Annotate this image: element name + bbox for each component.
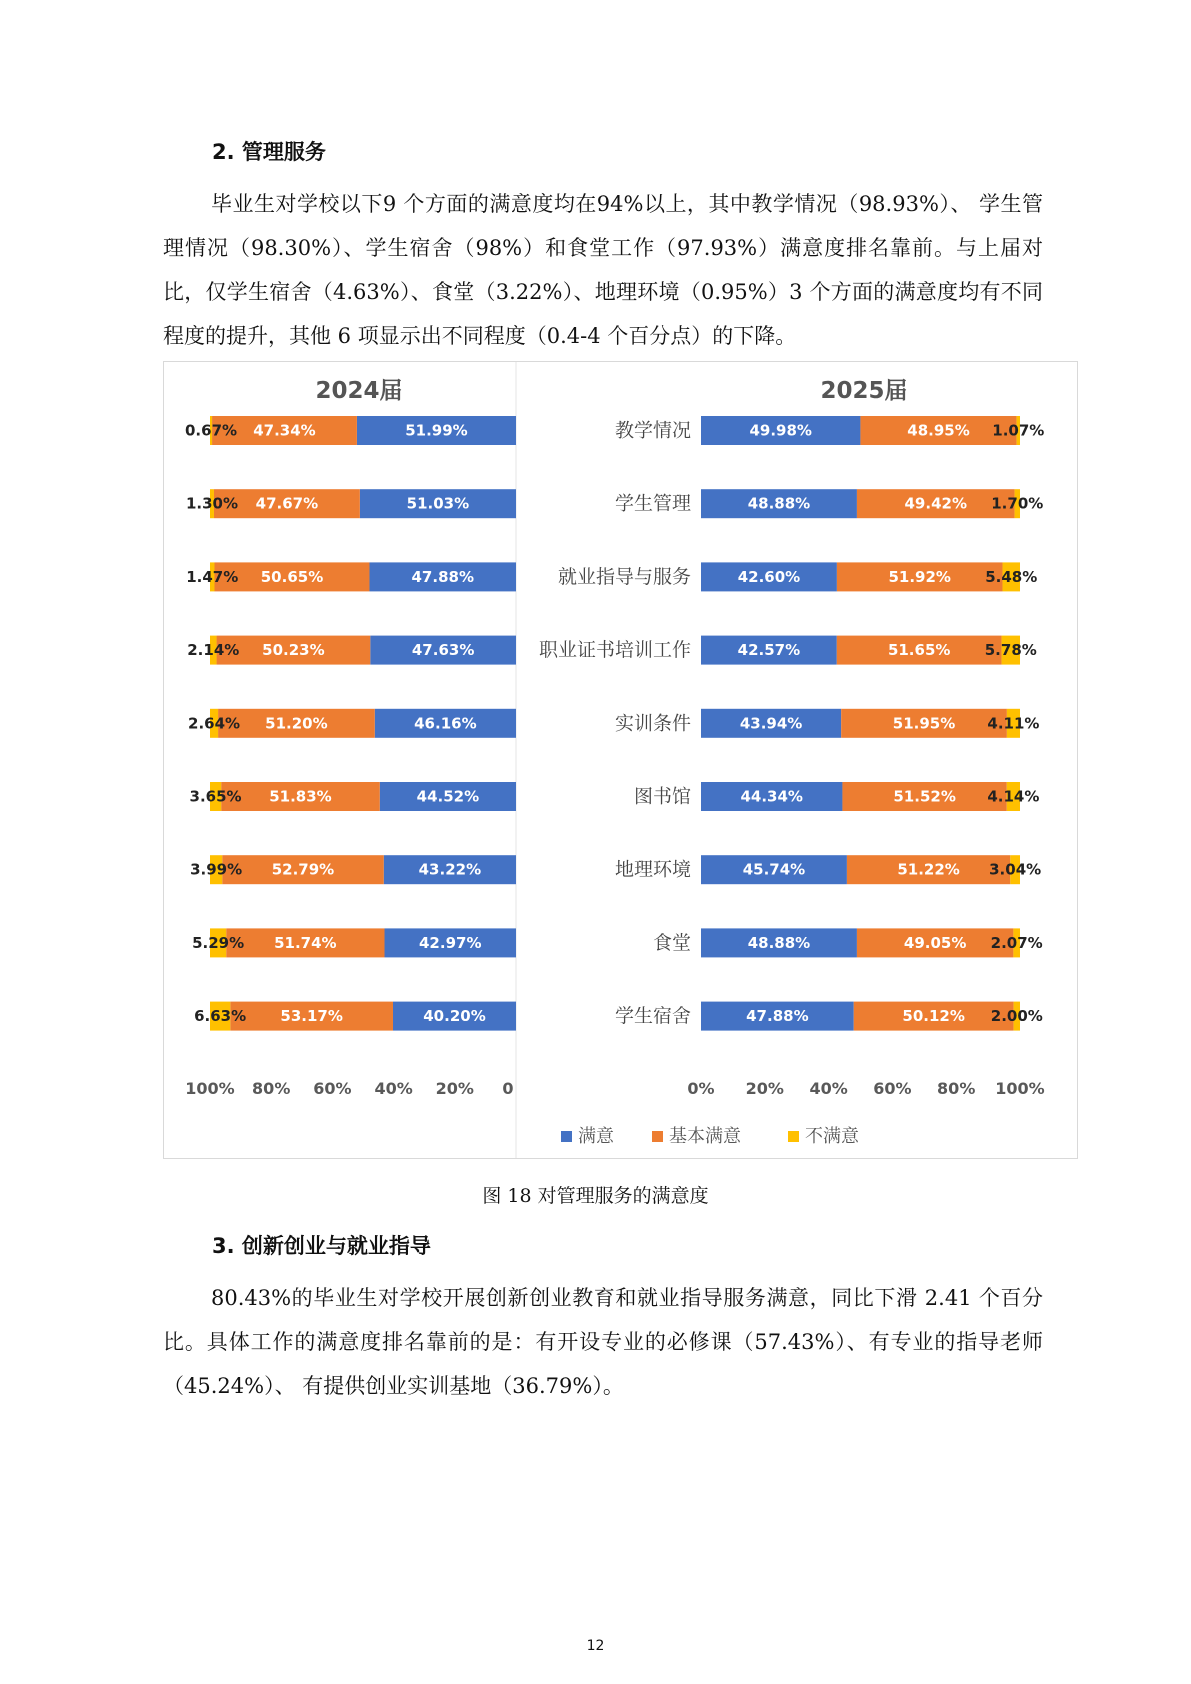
bar-label-right-1-4: 51.95%	[892, 714, 956, 733]
bar-label-right-2-8: 2.00%	[990, 1007, 1043, 1026]
bar-label-right-0-6: 45.74%	[742, 860, 806, 879]
legend-swatch-2	[788, 1131, 799, 1142]
bar-label-right-1-0: 48.95%	[907, 421, 970, 440]
category-label-5: 图书馆	[633, 785, 691, 808]
bar-label-right-2-0: 1.07%	[992, 421, 1045, 440]
bar-label-left-2-7: 5.29%	[192, 933, 245, 952]
tick-2025-2: 40%	[809, 1079, 848, 1098]
bar-label-left-1-2: 50.65%	[260, 567, 324, 586]
bar-label-left-1-0: 47.34%	[253, 421, 316, 440]
bar-label-right-0-7: 48.88%	[747, 933, 811, 952]
tick-2025-5: 100%	[995, 1079, 1045, 1098]
tick-2024-0: 100%	[185, 1079, 235, 1098]
tick-2025-4: 80%	[937, 1079, 976, 1098]
bar-label-left-0-7: 42.97%	[419, 933, 482, 952]
bar-label-right-1-8: 50.12%	[902, 1007, 965, 1026]
bar-label-left-1-4: 51.20%	[265, 714, 328, 733]
chart-legend	[561, 1126, 859, 1147]
bar-label-right-0-2: 42.60%	[737, 567, 801, 586]
tick-2024-1: 80%	[252, 1079, 291, 1098]
bar-label-left-0-0: 51.99%	[405, 421, 468, 440]
bar-label-right-1-5: 51.52%	[893, 787, 956, 806]
category-label-3: 职业证书培训工作	[538, 639, 691, 662]
bar-label-right-0-5: 44.34%	[740, 787, 803, 806]
bar-label-left-2-5: 3.65%	[189, 787, 242, 806]
category-label-2: 就业指导与服务	[557, 565, 691, 588]
bar-label-right-2-5: 4.14%	[987, 787, 1040, 806]
bar-label-left-2-0: 0.67%	[185, 421, 238, 440]
tick-2025-1: 20%	[745, 1079, 784, 1098]
bar-label-left-0-5: 44.52%	[416, 787, 480, 806]
tick-2025-0: 0%	[687, 1079, 715, 1098]
bar-label-left-0-6: 43.22%	[418, 860, 482, 879]
bar-label-right-1-6: 51.22%	[897, 860, 960, 879]
section3-paragraph: 80.43%的毕业生对学校开展创新创业教育和就业指导服务满意，同比下滑 2.41 个百分比。具体工作的满意度排名靠前的是：有开设专业的必修课（57.43%）、有专业的指导老师（45.24%）、 有提供创业实训基地（36.79%）。	[163, 1286, 1043, 1398]
bar-label-right-2-2: 5.48%	[985, 567, 1038, 586]
bar-label-right-1-7: 49.05%	[903, 933, 967, 952]
bar-label-right-1-3: 51.65%	[887, 641, 951, 660]
bar-label-left-2-2: 1.47%	[186, 567, 239, 586]
bar-label-left-1-5: 51.83%	[269, 787, 332, 806]
bar-label-right-1-1: 49.42%	[904, 494, 967, 513]
tick-2024-4: 20%	[435, 1079, 474, 1098]
x-axis-ticks	[185, 1079, 1044, 1098]
bar-label-right-1-2: 51.92%	[888, 567, 951, 586]
bar-label-left-1-7: 51.74%	[274, 933, 337, 952]
bar-label-left-1-1: 47.67%	[255, 494, 319, 513]
satisfaction-chart	[163, 361, 1078, 1159]
bar-label-left-1-8: 53.17%	[280, 1007, 343, 1026]
bar-label-left-2-8: 6.63%	[194, 1007, 247, 1026]
bar-label-left-0-4: 46.16%	[414, 714, 477, 733]
category-label-1: 学生管理	[614, 492, 691, 515]
legend-label-1: 基本满意	[669, 1126, 741, 1147]
bar-label-left-2-6: 3.99%	[190, 860, 243, 879]
bar-label-left-0-1: 51.03%	[406, 494, 470, 513]
category-labels	[539, 420, 691, 1028]
legend-swatch-1	[652, 1131, 663, 1142]
tick-2025-3: 60%	[873, 1079, 912, 1098]
chart-title-2024: 2024届	[315, 378, 403, 404]
legend-label-2: 不满意	[805, 1126, 859, 1147]
bar-label-right-0-4: 43.94%	[739, 714, 803, 733]
legend-label-0: 满意	[578, 1126, 614, 1147]
tick-2024-3: 40%	[374, 1079, 413, 1098]
bar-label-right-2-7: 2.07%	[990, 933, 1043, 952]
category-label-8: 学生宿舍	[614, 1005, 691, 1028]
bar-label-left-1-3: 50.23%	[262, 641, 325, 660]
bars-2024	[185, 416, 516, 1031]
tick-2024-5: 0	[502, 1079, 514, 1098]
page-number: 12	[586, 1638, 605, 1654]
category-label-4: 实训条件	[614, 712, 691, 735]
tick-2024-2: 60%	[313, 1079, 352, 1098]
category-label-7: 食堂	[652, 931, 691, 954]
bar-label-left-0-8: 40.20%	[423, 1007, 486, 1026]
bar-label-left-2-3: 2.14%	[187, 641, 240, 660]
bars-2025	[701, 416, 1044, 1031]
bar-label-right-2-6: 3.04%	[989, 860, 1042, 879]
bar-label-right-0-3: 42.57%	[737, 641, 801, 660]
bar-label-right-2-1: 1.70%	[991, 494, 1044, 513]
category-label-6: 地理环境	[614, 858, 691, 881]
bar-label-right-2-4: 4.11%	[987, 714, 1040, 733]
bar-label-right-2-3: 5.78%	[984, 641, 1037, 660]
section2-paragraph: 毕业生对学校以下9 个方面的满意度均在94%以上，其中教学情况（98.93%）、 学生管理情况（98.30%）、学生宿舍（98%）和食堂工作（97.93%）满意度排名靠前。与上届对比，仅学生宿舍（4.63%）、食堂（3.22%）、地理环境（0.95%）3 个方面的满意度均有不同程度的提升，其他 6 项显示出不同程度（0.4-4 个百分点）的下降。	[163, 192, 1043, 348]
category-label-0: 教学情况	[614, 419, 691, 442]
section2-heading: 2. 管理服务	[212, 140, 326, 164]
bar-label-left-0-2: 47.88%	[411, 567, 474, 586]
bar-label-right-0-8: 47.88%	[746, 1007, 809, 1026]
bar-label-right-0-0: 49.98%	[749, 421, 812, 440]
bar-label-left-0-3: 47.63%	[411, 641, 475, 660]
section3-heading: 3. 创新创业与就业指导	[212, 1234, 431, 1258]
bar-label-left-2-1: 1.30%	[185, 494, 239, 513]
legend-swatch-0	[561, 1131, 572, 1142]
chart-title-2025: 2025届	[820, 378, 908, 404]
chart-svg	[164, 362, 1077, 1158]
bar-label-left-1-6: 52.79%	[271, 860, 335, 879]
bar-label-left-2-4: 2.64%	[188, 714, 241, 733]
figure-caption: 图 18 对管理服务的满意度	[482, 1185, 709, 1207]
bar-label-right-0-1: 48.88%	[747, 494, 811, 513]
